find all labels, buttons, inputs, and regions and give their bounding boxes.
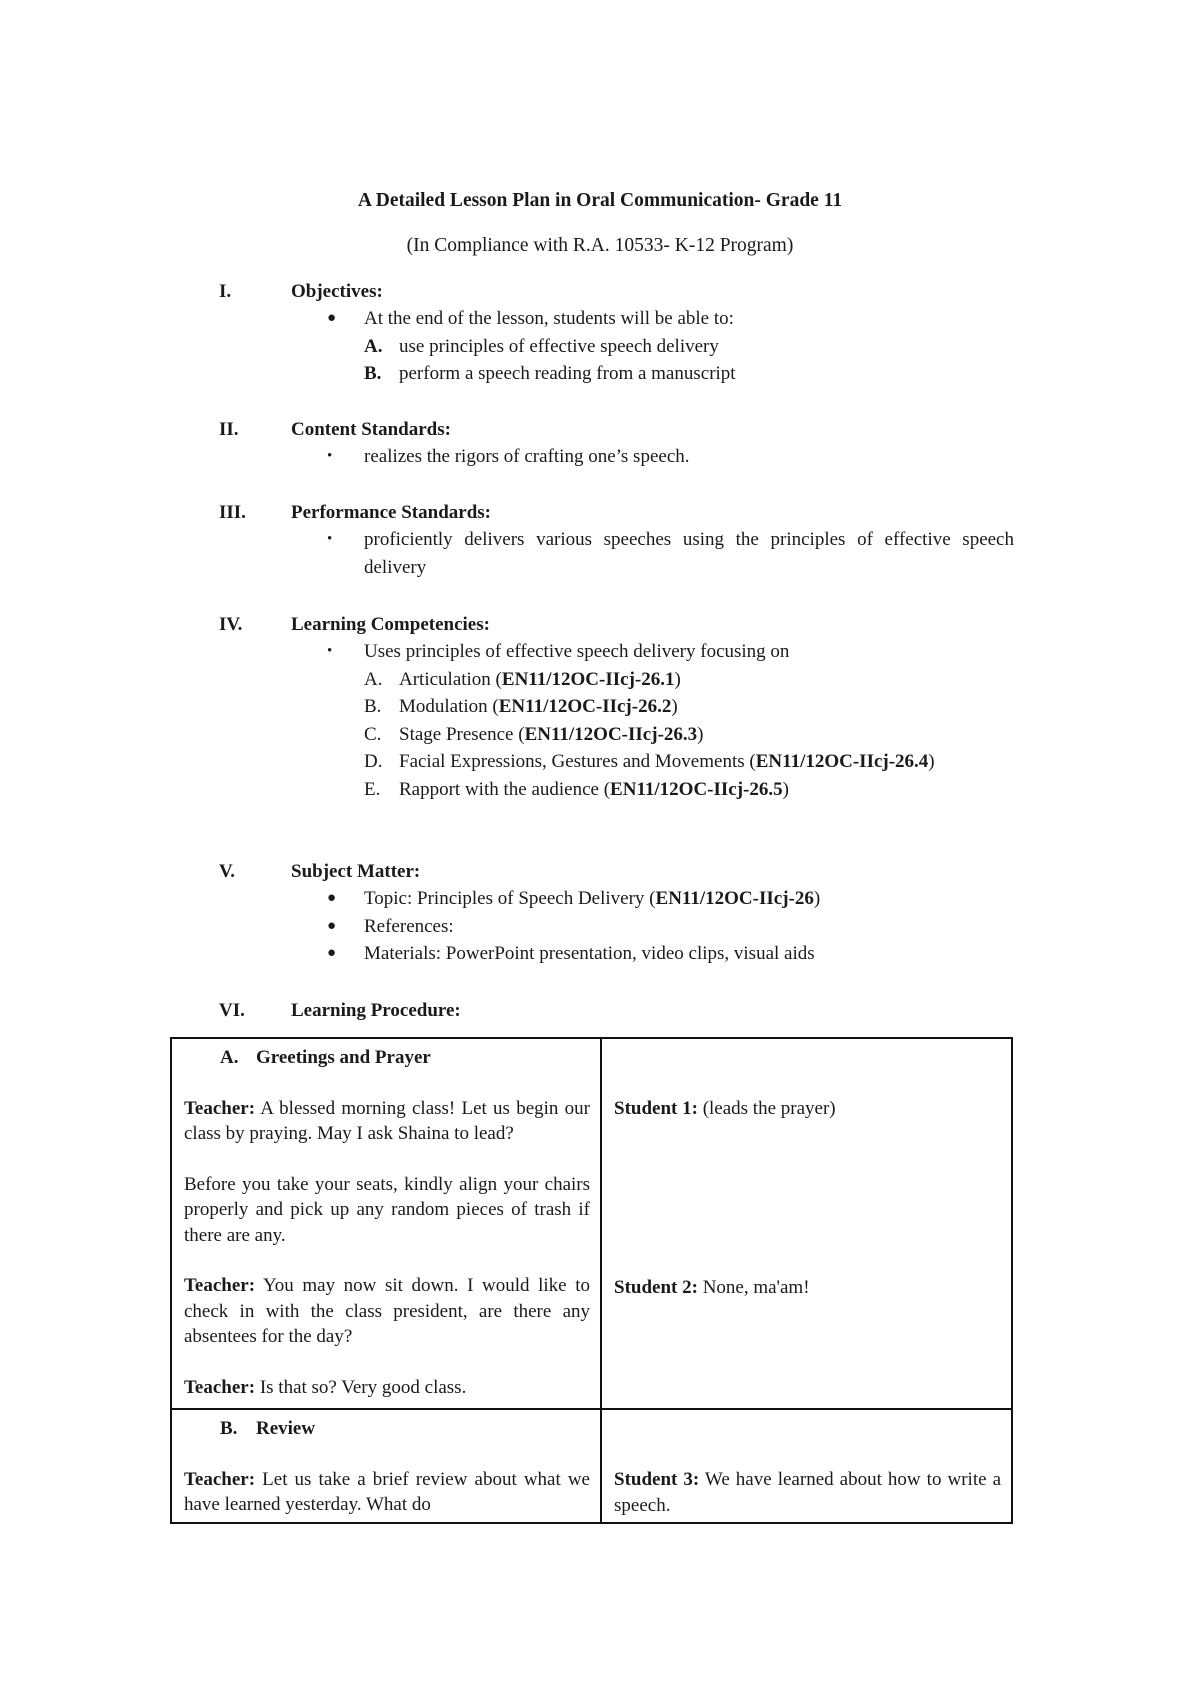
- section-title: Learning Procedure:: [291, 1000, 461, 1021]
- bullet-icon: ●: [327, 917, 337, 934]
- bullet-icon: ●: [327, 945, 337, 961]
- bullet-icon: •: [327, 643, 333, 659]
- competency-item: E. Rapport with the audience (EN11/12OC-IIcj-26.5): [364, 778, 789, 800]
- row-heading: A. Greetings and Prayer: [220, 1047, 431, 1068]
- bullet-item: • realizes the rigors of crafting one’s speech.: [219, 443, 1019, 471]
- bullet-item: ● References:: [219, 913, 1019, 941]
- section-title: Performance Standards:: [291, 502, 491, 523]
- teacher-cell: B. Review Teacher: Let us take a brief review about what we have learned yesterday. What do: [171, 1409, 601, 1523]
- section-title: Learning Competencies:: [291, 614, 490, 635]
- bullet-icon: ●: [327, 890, 337, 906]
- page-title: A Detailed Lesson Plan in Oral Communication- Grade 11: [357, 190, 843, 211]
- section-number: VI.: [219, 1000, 245, 1021]
- bullet-icon: •: [327, 531, 333, 547]
- student-cell: Student 3: We have learned about how to write a speech.: [601, 1409, 1012, 1523]
- bullet-item: ● Materials: PowerPoint presentation, video clips, visual aids: [219, 940, 1019, 968]
- section-learning-procedure: [219, 997, 1019, 1024]
- section-title: Subject Matter:: [291, 861, 421, 882]
- section-title: Objectives:: [291, 281, 383, 302]
- bullet-item: ● At the end of the lesson, students will be able to:: [219, 305, 1019, 333]
- section-performance-standards: [219, 499, 1019, 581]
- page-subtitle: (In Compliance with R.A. 10533- K-12 Program): [406, 235, 794, 256]
- competency-item: C. Stage Presence (EN11/12OC-IIcj-26.3): [364, 723, 704, 745]
- competency-item: B. Modulation (EN11/12OC-IIcj-26.2): [364, 696, 678, 717]
- section-subject-matter: [219, 858, 1019, 968]
- procedure-table: [170, 1037, 1013, 1524]
- bullet-icon: •: [327, 448, 333, 464]
- row-heading: B. Review: [220, 1418, 316, 1439]
- objective-item: A. use principles of effective speech delivery: [364, 335, 719, 357]
- section-number: IV.: [219, 614, 243, 635]
- bullet-item: ● Topic: Principles of Speech Delivery (EN11/12OC-IIcj-26): [219, 885, 1019, 913]
- section-number: V.: [219, 861, 236, 882]
- section-objectives: [219, 278, 1019, 388]
- table-row: [171, 1038, 1012, 1409]
- competency-item: D. Facial Expressions, Gestures and Movements (EN11/12OC-IIcj-26.4): [364, 751, 935, 772]
- section-number: I.: [219, 281, 232, 302]
- objective-item: B. perform a speech reading from a manuscript: [364, 363, 736, 384]
- section-number: III.: [219, 502, 246, 523]
- bullet-item: • Uses principles of effective speech delivery focusing on: [219, 638, 1019, 666]
- section-learning-competencies: [219, 611, 1019, 803]
- bullet-icon: ●: [327, 310, 337, 326]
- section-title: Content Standards:: [291, 419, 451, 440]
- student-cell: Student 1: (leads the prayer) Student 2: None, ma'am!: [601, 1038, 1012, 1409]
- section-number: II.: [219, 419, 239, 440]
- competency-item: A. Articulation (EN11/12OC-IIcj-26.1): [364, 668, 681, 690]
- teacher-cell: A. Greetings and Prayer Teacher: A blessed morning class! Let us begin our class by praying. May I ask Shaina to lead? Before you take your seats, kindly align your chairs properly and pick up any random pieces of trash if there are any. Teacher: You may now sit down. I would like to check in with the class president, are there any absentees for the day? Teacher: Is that so? Very good class.: [171, 1038, 601, 1409]
- section-content-standards: [219, 416, 1019, 471]
- table-row: [171, 1409, 1012, 1523]
- bullet-item: • proficiently delivers various speeches using the principles of effective speech delivery: [219, 526, 1014, 581]
